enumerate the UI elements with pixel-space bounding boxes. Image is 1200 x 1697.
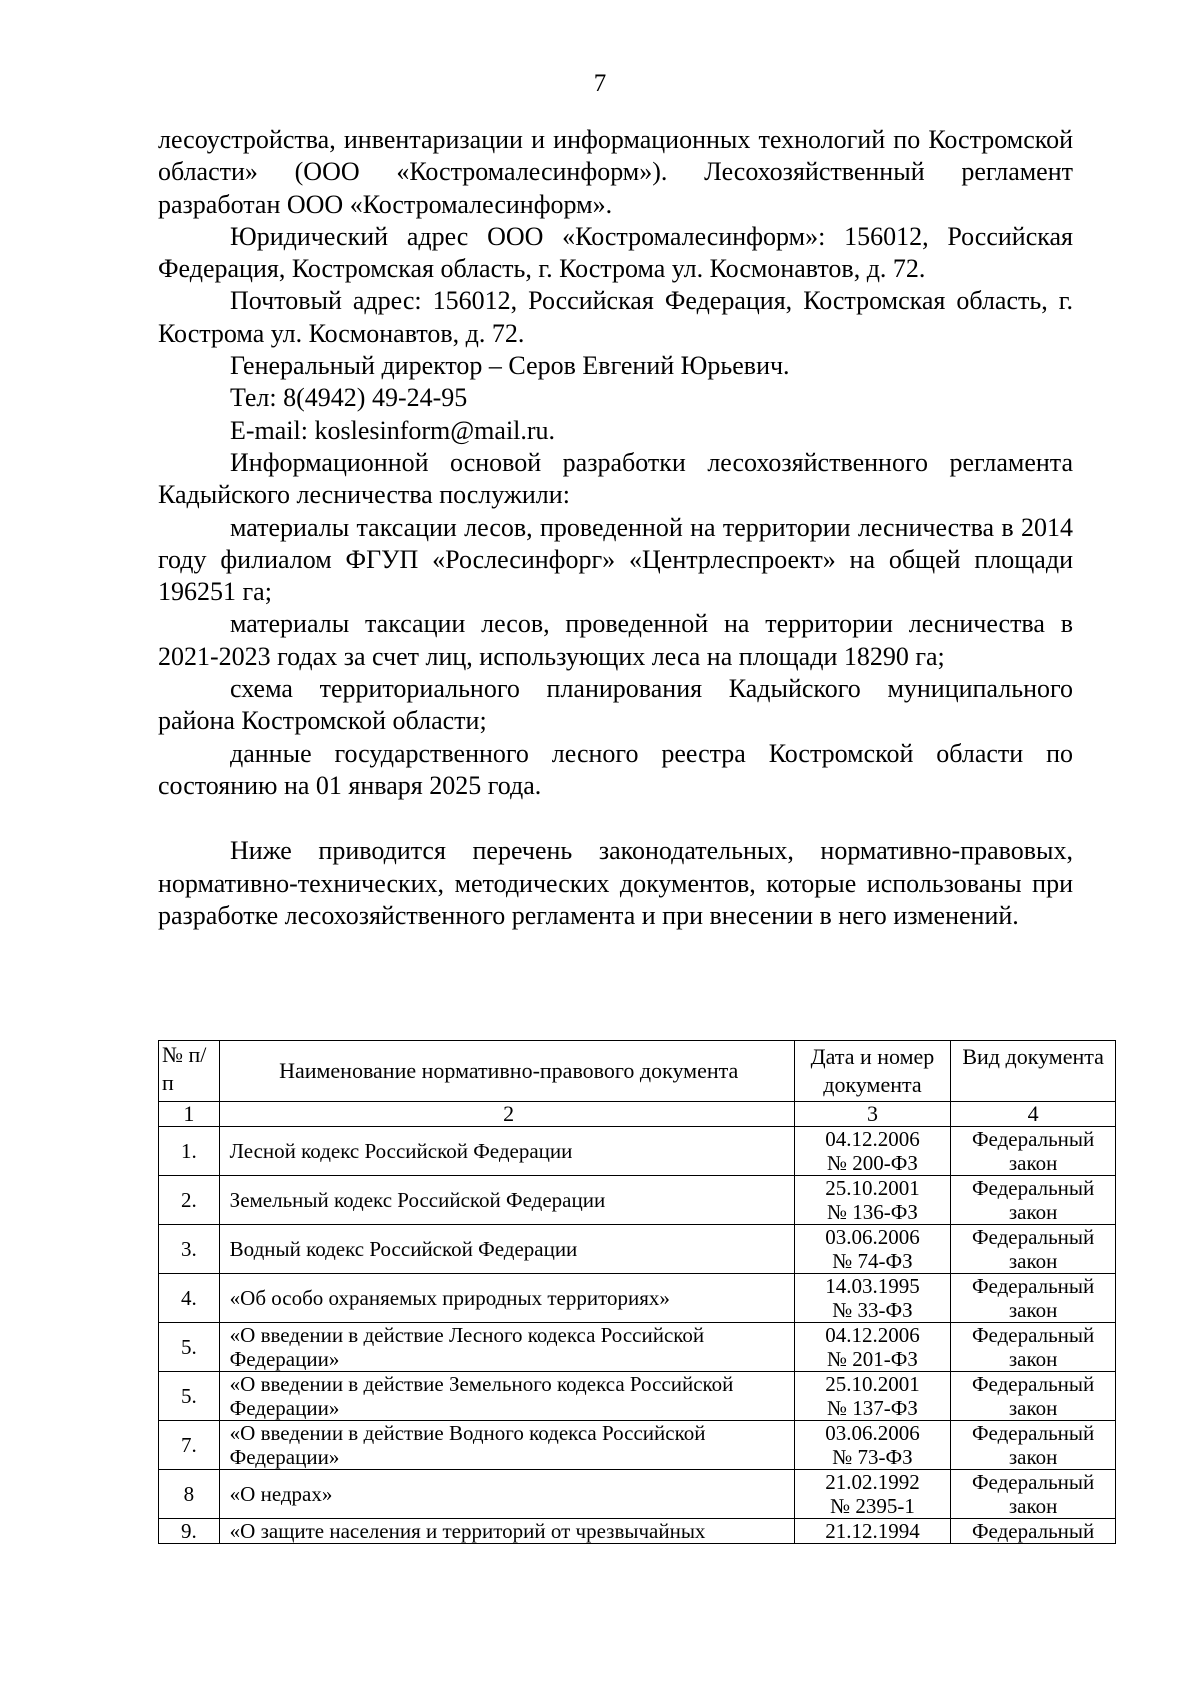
- row-name: Лесной кодекс Российской Федерации: [219, 1127, 794, 1176]
- table-header-row: [159, 1041, 1116, 1102]
- header-name: Наименование нормативно-правового документа: [219, 1041, 794, 1102]
- doc-number: № 73-ФЗ: [832, 1445, 913, 1469]
- paragraph: схема территориального планирования Кадыйского муниципального района Костромской области;: [158, 674, 1073, 736]
- row-name: Водный кодекс Российской Федерации: [219, 1225, 794, 1274]
- body-text: [158, 124, 1073, 932]
- row-type: Федеральный закон: [951, 1225, 1116, 1274]
- paragraph: Ниже приводится перечень законодательных, нормативно-правовых, нормативно-технических, методических документов, которые использованы при разработке лесохозяйственного регламента и при внесении в него изменений.: [158, 836, 1073, 930]
- date-value: 04.12.2006: [825, 1127, 920, 1151]
- row-number: 1.: [159, 1127, 220, 1176]
- header-type: Вид документа: [951, 1041, 1116, 1102]
- row-date: [794, 1323, 951, 1372]
- header-date: Дата и номер документа: [794, 1041, 951, 1102]
- doc-number: № 200-ФЗ: [827, 1151, 918, 1175]
- column-number-row: [159, 1102, 1116, 1127]
- row-name: Земельный кодекс Российской Федерации: [219, 1176, 794, 1225]
- row-number: 4.: [159, 1274, 220, 1323]
- date-value: 03.06.2006: [825, 1225, 920, 1249]
- paragraph: Генеральный директор – Серов Евгений Юрьевич.: [230, 351, 790, 381]
- row-date: [794, 1519, 951, 1544]
- row-number: 2.: [159, 1176, 220, 1225]
- date-value: 25.10.2001: [825, 1176, 920, 1200]
- paragraph: Информационной основой разработки лесохозяйственного регламента Кадыйского лесничества послужили:: [158, 447, 1073, 510]
- row-name: «О введении в действие Земельного кодекса Российской Федерации»: [219, 1372, 794, 1421]
- row-name: «О защите населения и территорий от чрезвычайных: [219, 1519, 794, 1544]
- column-number: 4: [951, 1102, 1116, 1127]
- paragraph: Юридический адрес ООО «Костромалесинформ»: 156012, Российская Федерация, Костромская область, г. Кострома ул. Космонавтов, д. 72.: [158, 221, 1073, 284]
- row-type: Федеральный закон: [951, 1127, 1116, 1176]
- row-number: 3.: [159, 1225, 220, 1274]
- table-row: [159, 1225, 1116, 1274]
- column-number: 2: [219, 1102, 794, 1127]
- column-number: 3: [794, 1102, 951, 1127]
- row-number: 5.: [159, 1372, 220, 1421]
- doc-number: № 137-ФЗ: [827, 1396, 918, 1420]
- row-name: «О введении в действие Лесного кодекса Российской Федерации»: [219, 1323, 794, 1372]
- doc-number: № 136-ФЗ: [827, 1200, 918, 1224]
- row-type: Федеральный закон: [951, 1176, 1116, 1225]
- documents-table: [158, 1040, 1116, 1544]
- doc-number: № 2395-1: [830, 1494, 915, 1518]
- table-row: [159, 1421, 1116, 1470]
- doc-number: № 74-ФЗ: [832, 1249, 913, 1273]
- row-type: Федеральный закон: [951, 1323, 1116, 1372]
- paragraph: данные государственного лесного реестра Костромской области по состоянию на 01 января 2025 года.: [158, 738, 1073, 800]
- date-value: 14.03.1995: [825, 1274, 920, 1298]
- doc-number: № 33-ФЗ: [832, 1298, 913, 1322]
- row-number: 5.: [159, 1323, 220, 1372]
- row-date: [794, 1421, 951, 1470]
- row-number: 9.: [159, 1519, 220, 1544]
- paragraph: Почтовый адрес: 156012, Российская Федерация, Костромская область, г. Кострома ул. Космонавтов, д. 72.: [158, 286, 1073, 348]
- row-date: [794, 1274, 951, 1323]
- date-value: 25.10.2001: [825, 1372, 920, 1396]
- table-row: [159, 1470, 1116, 1519]
- row-number: 8: [159, 1470, 220, 1519]
- row-name: «О введении в действие Водного кодекса Российской Федерации»: [219, 1421, 794, 1470]
- row-date: [794, 1225, 951, 1274]
- paragraph: материалы таксации лесов, проведенной на территории лесничества в 2021-2023 годах за счет лиц, использующих леса на площади 18290 га;: [158, 609, 1073, 671]
- doc-number: № 201-ФЗ: [827, 1347, 918, 1371]
- row-type: Федеральный закон: [951, 1274, 1116, 1323]
- row-type: Федеральный закон: [951, 1421, 1116, 1470]
- page-number: 7: [593, 70, 607, 97]
- date-value: 04.12.2006: [825, 1323, 920, 1347]
- table-row: [159, 1323, 1116, 1372]
- row-number: 7.: [159, 1421, 220, 1470]
- table-row: [159, 1372, 1116, 1421]
- row-name: «Об особо охраняемых природных территориях»: [219, 1274, 794, 1323]
- table-row: [159, 1519, 1116, 1544]
- paragraph: лесоустройства, инвентаризации и информационных технологий по Костромской области» (ООО «Костромалесинформ»). Лесохозяйственный регламент разработан ООО «Костромалесинформ».: [158, 125, 1073, 219]
- row-type: Федеральный закон: [951, 1372, 1116, 1421]
- date-value: 21.12.1994: [825, 1519, 920, 1543]
- row-date: [794, 1470, 951, 1519]
- paragraph: материалы таксации лесов, проведенной на территории лесничества в 2014 году филиалом ФГУП «Рослесинфорг» «Центрлеспроект» на общей площади 196251 га;: [158, 512, 1073, 607]
- row-date: [794, 1127, 951, 1176]
- table-row: [159, 1274, 1116, 1323]
- table-row: [159, 1176, 1116, 1225]
- row-date: [794, 1176, 951, 1225]
- date-value: 21.02.1992: [825, 1470, 920, 1494]
- table-row: [159, 1127, 1116, 1176]
- paragraph: E-mail: koslesinform@mail.ru.: [230, 415, 556, 445]
- row-type: Федеральный: [951, 1519, 1116, 1544]
- date-value: 03.06.2006: [825, 1421, 920, 1445]
- header-number: № п/п: [159, 1041, 220, 1102]
- column-number: 1: [159, 1102, 220, 1127]
- row-name: «О недрах»: [219, 1470, 794, 1519]
- paragraph: Тел: 8(4942) 49-24-95: [230, 383, 468, 413]
- row-type: Федеральный закон: [951, 1470, 1116, 1519]
- row-date: [794, 1372, 951, 1421]
